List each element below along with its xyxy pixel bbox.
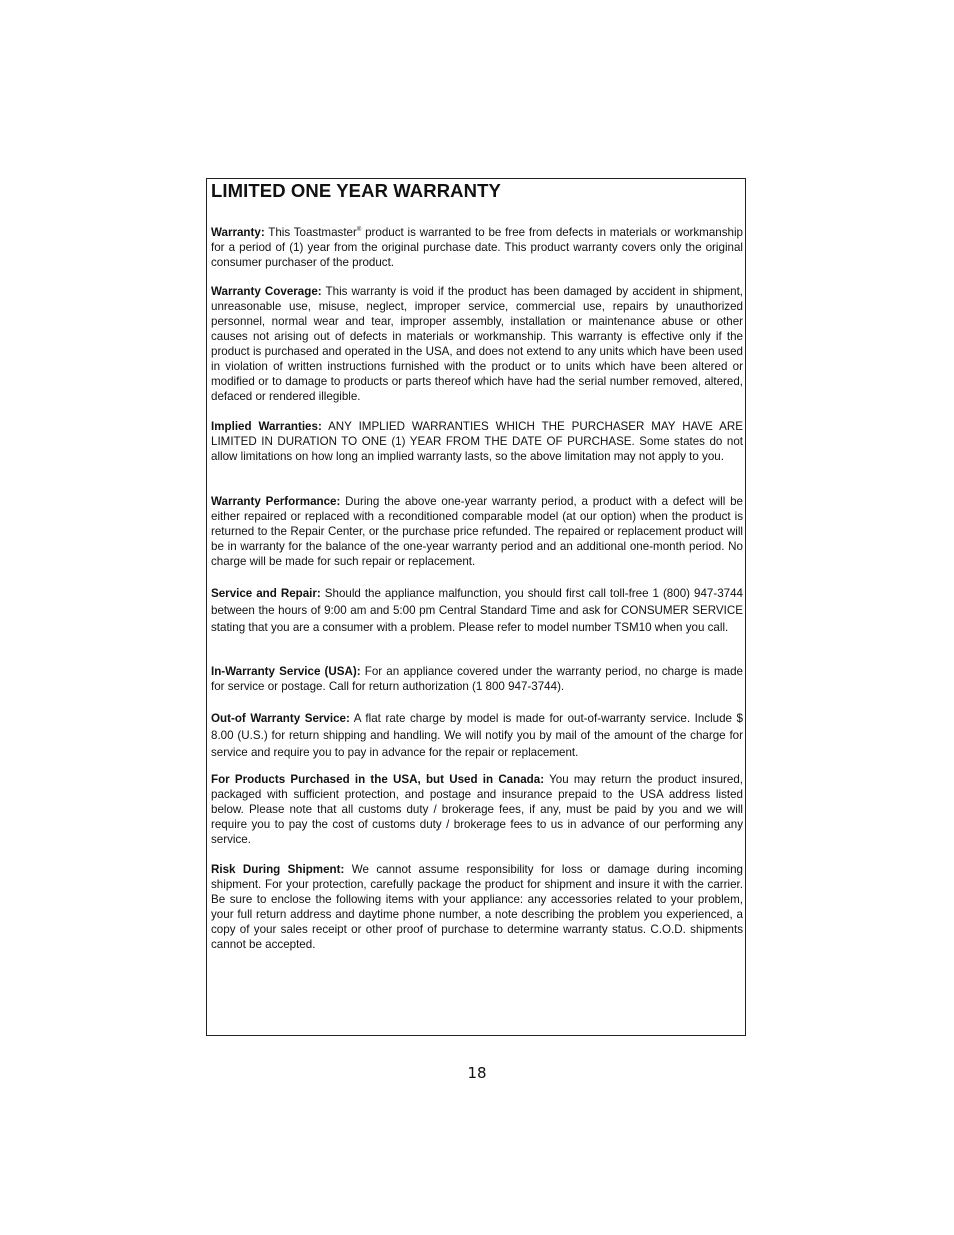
section-text: We cannot assume responsibility for loss or damage during incoming shipment. For your protection, carefully package the product for shipment and insure it with the carrier. Be sure to enclose the following items with your appliance: any accessories related to your problem, your full return address and daytime phone number, a note describing the problem you experienced, a copy of your sales receipt or other proof of purchase to determine warranty status. C.O.D. shipments cannot be accepted.	[211, 863, 743, 951]
section-heading: For Products Purchased in the USA, but Used in Canada:	[211, 773, 545, 786]
implied-warranties-paragraph	[211, 419, 743, 464]
section-text: During the above one-year warranty period, a product with a defect will be either repaired or replaced with a reconditioned comparable model (at our option) when the product is returned to the Repair Center, or the purchase price refunded. The repaired or replacement product will be in warranty for the balance of the one-year warranty period and an additional one-month period. No charge will be made for such repair or replacement.	[211, 495, 743, 568]
section-text-lead: This Toastmaster	[264, 226, 357, 239]
registered-mark: ®	[356, 227, 362, 234]
section-heading: Risk During Shipment:	[211, 863, 345, 876]
section-heading: Implied Warranties:	[211, 420, 322, 433]
section-text: You may return the product insured, packaged with sufficient protection, and postage and insurance prepaid to the USA address listed below. Please note that all customs duty / brokerage fees, if any, must be paid by you and we will require you to pay the cost of customs duty / brokerage fees to us in advance of our performing any service.	[211, 773, 743, 846]
page-number: 18	[467, 1064, 487, 1082]
page-title: LIMITED ONE YEAR WARRANTY	[211, 180, 501, 201]
warranty-box	[206, 178, 746, 1036]
section-heading: Warranty:	[211, 226, 265, 239]
risk-shipment-paragraph	[211, 862, 743, 952]
canada-paragraph	[211, 772, 743, 847]
out-of-warranty-paragraph	[211, 710, 743, 761]
section-text: A flat rate charge by model is made for out-of-warranty service. Include $ 8.00 (U.S.) for return shipping and handling. We will notify you by mail of the amount of the charge for service and require you to pay in advance for the repair or replacement.	[211, 712, 743, 759]
section-heading: Warranty Performance:	[211, 495, 341, 508]
section-heading: Service and Repair:	[211, 587, 321, 600]
warranty-performance-paragraph	[211, 494, 743, 569]
warranty-paragraph	[211, 225, 743, 270]
section-heading: Out-of Warranty Service:	[211, 712, 350, 725]
section-text: Should the appliance malfunction, you should first call toll-free 1 (800) 947-3744 between the hours of 9:00 am and 5:00 pm Central Standard Time and ask for CONSUMER SERVICE stating that you are a consumer with a problem. Please refer to model number TSM10 when you call.	[211, 587, 743, 634]
section-text: product is warranted to be free from defects in materials or workmanship for a period of (1) year from the original purchase date. This product warranty covers only the original consumer purchaser of the product.	[211, 226, 743, 269]
service-repair-paragraph	[211, 585, 743, 636]
section-text: For an appliance covered under the warranty period, no charge is made for service or postage. Call for return authorization (1 800 947-3744).	[211, 665, 743, 693]
section-heading: Warranty Coverage:	[211, 285, 322, 298]
in-warranty-service-paragraph	[211, 664, 743, 694]
warranty-coverage-paragraph	[211, 284, 743, 404]
section-text: This warranty is void if the product has been damaged by accident in shipment, unreasonable use, misuse, neglect, improper service, commercial use, repairs by unauthorized personnel, normal wear and tear, improper assembly, installation or maintenance abuse or other causes not arising out of defects in materials or workmanship. This warranty is effective only if the product is purchased and operated in the USA, and does not extend to any units which have been used in violation of written instructions furnished with the product or to units which have been altered or modified or to damage to products or parts thereof which have had the serial number removed, altered, defaced or rendered illegible.	[211, 285, 744, 403]
section-heading: In-Warranty Service (USA):	[211, 665, 361, 678]
section-text: ANY IMPLIED WARRANTIES WHICH THE PURCHASER MAY HAVE ARE LIMITED IN DURATION TO ONE (1) YEAR FROM THE DATE OF PURCHASE. Some states do not allow limitations on how long an implied warranty lasts, so the above limitation may not apply to you.	[211, 420, 743, 463]
